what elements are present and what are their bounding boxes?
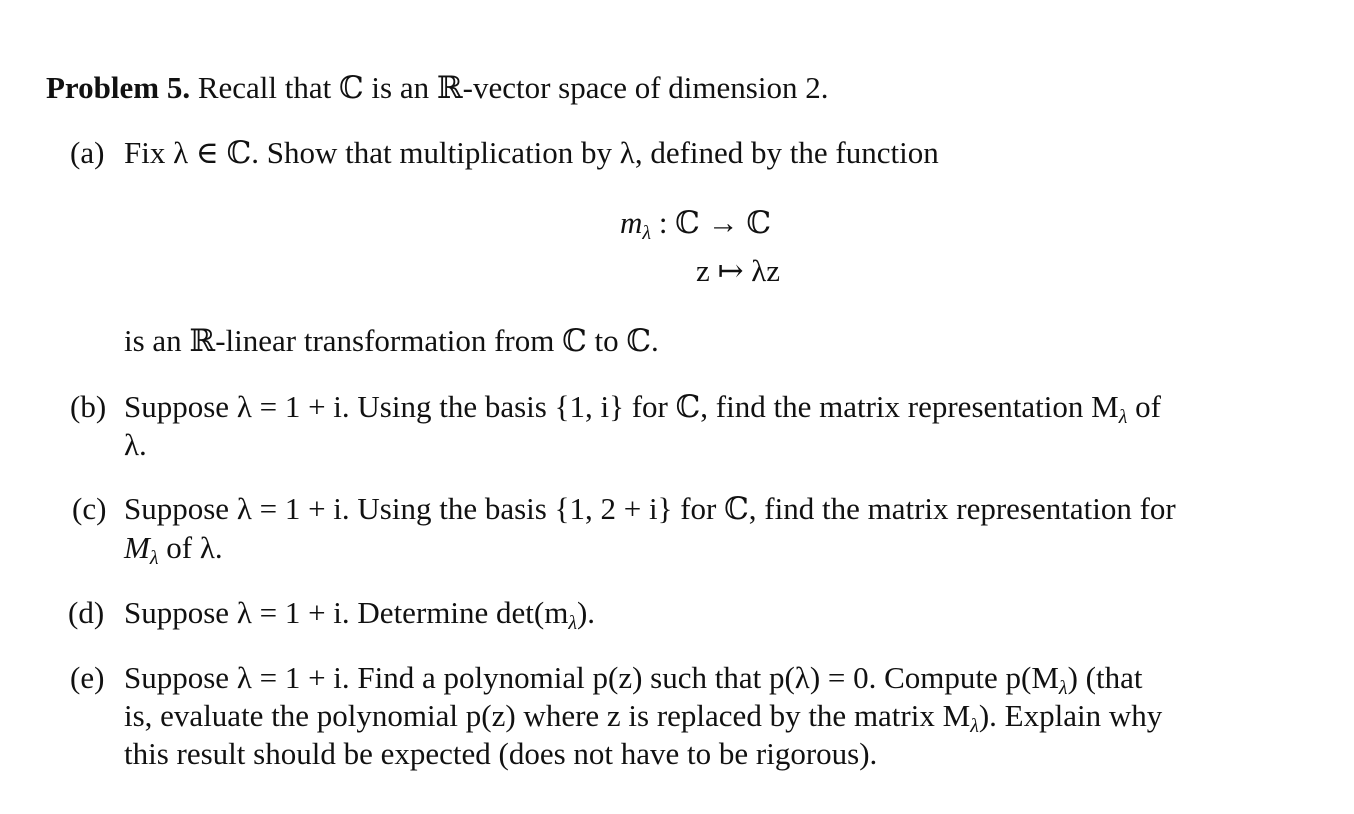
part-e-line1-subscript: λ xyxy=(1058,677,1068,699)
problem-intro: Recall that ℂ is an ℝ-vector space of dimension 2. xyxy=(197,70,829,105)
part-e-line2-subscript: λ xyxy=(970,715,979,737)
part-b-label: (b) xyxy=(70,389,107,424)
part-b-line1-subscript: λ xyxy=(1118,406,1128,428)
map-signature: : ℂ → ℂ xyxy=(651,205,772,240)
part-c-line2-tail: of λ. xyxy=(158,530,223,565)
part-e-line1-tail: ) (that xyxy=(1067,660,1143,695)
problem-heading xyxy=(46,69,828,107)
part-b-line2: λ. xyxy=(124,427,147,462)
part-e-line2-tail: ). Explain why xyxy=(978,698,1163,733)
part-d-label: (d) xyxy=(68,595,105,630)
part-c-line2 xyxy=(124,529,223,577)
part-d-line1 xyxy=(124,594,595,642)
part-b-line1 xyxy=(124,388,1161,436)
part-b-line1-tail: of xyxy=(1127,389,1161,424)
part-d-line1-text: Suppose λ = 1 + i. Determine det(m xyxy=(124,595,569,630)
part-d-line1-tail: ). xyxy=(576,595,596,630)
part-e-line3: this result should be expected (does not have to be rigorous). xyxy=(124,736,878,771)
part-c-line2-matrix: M xyxy=(124,530,150,565)
part-c-label: (c) xyxy=(72,491,107,526)
part-e-line1-text: Suppose λ = 1 + i. Find a polynomial p(z) such that p(λ) = 0. Compute p(M xyxy=(124,660,1059,695)
map-symbol: m xyxy=(620,205,643,240)
part-a-display-line2: z ↦ λz xyxy=(696,253,781,288)
part-a-label: (a) xyxy=(70,135,105,170)
part-e-label: (e) xyxy=(70,660,105,695)
part-d-line1-subscript: λ xyxy=(568,612,577,634)
part-a-line1: Fix λ ∈ ℂ. Show that multiplication by λ, defined by the function xyxy=(124,135,939,170)
part-b-line1-text: Suppose λ = 1 + i. Using the basis {1, i} for ℂ, find the matrix representation M xyxy=(124,389,1119,424)
part-c-line1: Suppose λ = 1 + i. Using the basis {1, 2 + i} for ℂ, find the matrix representation for xyxy=(124,491,1176,526)
map-subscript: λ xyxy=(642,222,652,244)
part-a-line2: is an ℝ-linear transformation from ℂ to ℂ. xyxy=(124,323,659,358)
part-a-display-line1 xyxy=(620,204,771,252)
problem-title: Problem 5. xyxy=(46,70,191,105)
part-c-line2-subscript: λ xyxy=(149,547,159,569)
part-e-line2-text: is, evaluate the polynomial p(z) where z is replaced by the matrix M xyxy=(124,698,971,733)
